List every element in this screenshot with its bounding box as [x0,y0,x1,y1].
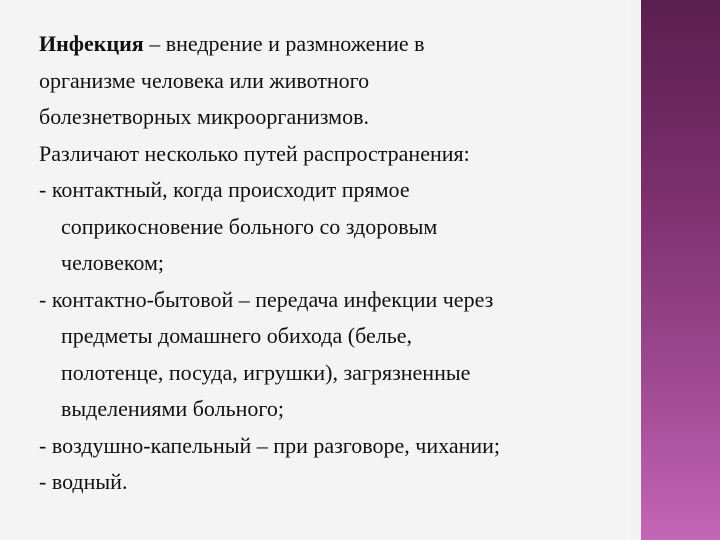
slide-text-block [39,26,614,501]
list-item-line: - контактно-бытовой – передача инфекции через [39,286,494,312]
definition-line [39,26,614,63]
list-item-continuation: полотенце, посуда, игрушки), загрязненные [61,359,471,385]
text-line: болезнетворных микроорганизмов. [39,104,369,129]
definition-text: – внедрение и размножение в [143,31,425,56]
vertical-divider [628,0,629,540]
list-item-line: - водный. [39,469,128,494]
list-item-continuation: предметы домашнего обихода (белье, [61,323,413,348]
accent-side-bar [641,0,720,540]
list-item-line: - воздушно-капельный – при разговоре, чихании; [39,432,501,458]
defined-term: Инфекция [39,31,144,56]
text-line: Различают несколько путей распространения: [39,140,470,166]
list-item-continuation: человеком; [61,250,165,275]
text-line: организме человека или животного [39,67,370,93]
list-item-line: - контактный, когда происходит прямое [39,177,410,202]
list-item-continuation: выделениями больного; [61,396,285,421]
list-item-continuation: соприкосновение больного со здоровым [61,213,438,239]
